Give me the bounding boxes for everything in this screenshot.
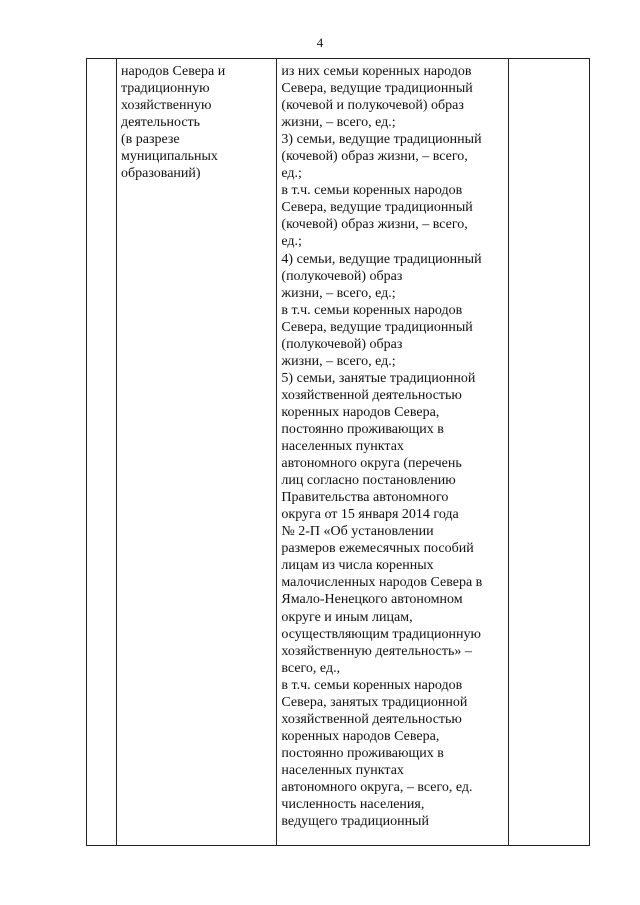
indicator-line: округа от 15 января 2014 года [281, 507, 459, 523]
indicator-line: лиц согласно постановлению [281, 473, 456, 489]
indicator-line: коренных народов Севера, [281, 728, 440, 744]
indicator-line: малочисленных народов Севера в [281, 575, 483, 591]
indicator-line: осуществляющим традиционную [281, 626, 481, 642]
indicator-line: постоянно проживающих в [281, 421, 444, 437]
indicator-line: размеров ежемесячных пособий [281, 541, 474, 557]
data-table [86, 58, 590, 846]
indicator-line: округе и иным лицам, [281, 609, 413, 625]
name-line: образований) [121, 166, 201, 182]
indicator-line: в т.ч. семьи коренных народов [281, 183, 463, 199]
indicator-line: жизни, – всего, ед.; [281, 353, 396, 369]
indicator-line: населенных пунктах [281, 762, 404, 778]
indicator-line: Севера, занятых традиционной [281, 694, 468, 710]
indicator-line: Ямало-Ненецкого автономном [281, 592, 463, 608]
indicator-line: (полукочевой) образ [281, 268, 403, 284]
indicator-line: 5) семьи, занятые традиционной [281, 370, 476, 386]
indicator-line: постоянно проживающих в [281, 745, 444, 761]
indicator-line: всего, ед., [281, 660, 341, 676]
indicator-line: хозяйственной деятельностью [281, 387, 462, 403]
indicator-line: ед.; [281, 166, 302, 182]
indicator-line: (кочевой и полукочевой) образ [281, 98, 464, 114]
indicator-line: хозяйственной деятельностью [281, 711, 462, 727]
indicator-line: жизни, – всего, ед.; [281, 285, 396, 301]
indicator-line: в т.ч. семьи коренных народов [281, 302, 463, 318]
indicator-line: хозяйственную деятельность» – [281, 643, 472, 659]
indicator-line: 3) семьи, ведущие традиционный [281, 132, 482, 148]
indicator-line: из них семьи коренных народов [281, 64, 472, 79]
indicator-line: (кочевой) образ жизни, – всего, [281, 149, 468, 165]
indicator-line: 4) семьи, ведущие традиционный [281, 251, 482, 267]
indicator-line: коренных народов Севера, [281, 404, 440, 420]
indicator-line: численность населения, [281, 797, 425, 813]
indicator-line: Севера, ведущие традиционный [281, 81, 473, 97]
indicator-line: Севера, ведущие традиционный [281, 200, 473, 216]
indicator-group-name-cell [117, 59, 277, 846]
indicator-line: ед.; [281, 234, 302, 250]
indicator-line: лицам из числа коренных [281, 558, 434, 574]
row-number-cell [87, 59, 117, 846]
indicator-description-cell [277, 59, 509, 846]
indicator-line: (кочевой) образ жизни, – всего, [281, 217, 468, 233]
name-line: народов Севера и [121, 64, 226, 79]
indicator-line: (полукочевой) образ [281, 336, 403, 352]
value-cell [509, 59, 590, 846]
indicator-line: в т.ч. семьи коренных народов [281, 677, 463, 693]
name-line: (в разрезе [121, 132, 180, 148]
page-number: 4 [316, 35, 324, 50]
indicator-line: населенных пунктах [281, 439, 404, 455]
name-line: традиционную [121, 81, 210, 97]
indicator-line: Правительства автономного [281, 490, 449, 506]
indicator-line: автономного округа (перечень [281, 456, 462, 472]
table-row [87, 59, 590, 846]
indicator-line: ведущего традиционный [281, 814, 429, 830]
name-line: хозяйственную [121, 98, 212, 114]
indicator-line: Севера, ведущие традиционный [281, 319, 473, 335]
indicator-line: жизни, – всего, ед.; [281, 115, 396, 131]
indicator-line: автономного округа, – всего, ед. [281, 779, 473, 795]
name-line: деятельность [121, 115, 201, 131]
indicator-line: № 2-П «Об установлении [281, 524, 434, 540]
name-line: муниципальных [121, 149, 218, 165]
